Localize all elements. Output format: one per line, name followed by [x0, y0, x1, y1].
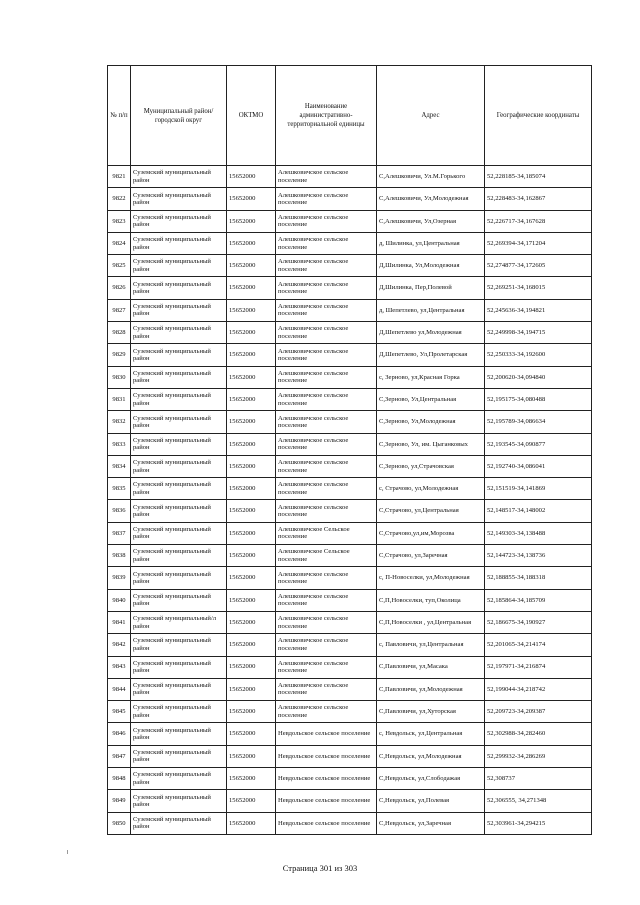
cell-oktmo: 15652000: [227, 188, 276, 210]
table-row: [108, 522, 592, 544]
cell-territorial-unit: Алешковичское сельское поселение: [276, 611, 377, 633]
cell-municipality: Суземский муниципальный район: [131, 768, 227, 790]
cell-num: 9827: [108, 299, 131, 321]
cell-oktmo: 15652000: [227, 567, 276, 589]
table-row: [108, 678, 592, 700]
cell-num: 9829: [108, 344, 131, 366]
cell-num: 9841: [108, 611, 131, 633]
table-row: [108, 210, 592, 232]
cell-address: Д,Шепетлево, Ул,Пролетарская: [377, 344, 485, 366]
cell-territorial-unit: Алешковичское Сельское поселение: [276, 522, 377, 544]
table-row: [108, 634, 592, 656]
cell-oktmo: 15652000: [227, 701, 276, 723]
cell-address: с, Невдольск, ул,Центральная: [377, 723, 485, 745]
cell-coordinates: 52,195175-34,080488: [485, 388, 592, 410]
cell-territorial-unit: Невдольское сельское поселение: [276, 768, 377, 790]
cell-oktmo: 15652000: [227, 678, 276, 700]
cell-territorial-unit: Алешковичское сельское поселение: [276, 322, 377, 344]
table-row: [108, 344, 592, 366]
cell-coordinates: 52,188855-34,188318: [485, 567, 592, 589]
cell-num: 9831: [108, 388, 131, 410]
cell-num: 9847: [108, 745, 131, 767]
cell-territorial-unit: Алешковичское сельское поселение: [276, 166, 377, 188]
cell-municipality: Суземский муниципальный район: [131, 567, 227, 589]
header-row: [108, 66, 592, 166]
cell-territorial-unit: Невдольское сельское поселение: [276, 723, 377, 745]
cell-address: С,Алешковичи, Ул,Озерная: [377, 210, 485, 232]
cell-municipality: Суземский муниципальный район: [131, 745, 227, 767]
cell-municipality: Суземский муниципальный район: [131, 545, 227, 567]
cell-address: С,Невдольск, ул,Слободажая: [377, 768, 485, 790]
cell-municipality: Суземский муниципальный район: [131, 790, 227, 812]
cell-num: 9834: [108, 455, 131, 477]
cell-num: 9839: [108, 567, 131, 589]
cell-oktmo: 15652000: [227, 478, 276, 500]
cell-territorial-unit: Алешковичское сельское поселение: [276, 634, 377, 656]
cell-oktmo: 15652000: [227, 166, 276, 188]
table-row: [108, 277, 592, 299]
cell-address: С,Страчово,ул,им,Морозва: [377, 522, 485, 544]
table-row: [108, 790, 592, 812]
table-row: [108, 232, 592, 254]
cell-oktmo: 15652000: [227, 634, 276, 656]
cell-territorial-unit: Алешковичское сельское поселение: [276, 188, 377, 210]
cell-address: с, П-Новоселки, ул,Молодежная: [377, 567, 485, 589]
cell-coordinates: 52,200620-34,094840: [485, 366, 592, 388]
cell-address: С,П,Новоселки, туп,Околица: [377, 589, 485, 611]
cell-address: с, Павловичи, ул,Центральная: [377, 634, 485, 656]
table-row: [108, 478, 592, 500]
cell-num: 9832: [108, 411, 131, 433]
cell-territorial-unit: Алешковичское сельское поселение: [276, 701, 377, 723]
cell-municipality: Суземский муниципальный район: [131, 478, 227, 500]
header-municipality: Муниципальный район/городской округ: [131, 66, 227, 166]
cell-coordinates: 52,209723-34,209387: [485, 701, 592, 723]
header-territorial-unit: Наименование административно-территориальной единицы: [276, 66, 377, 166]
header-num: № п/п: [108, 66, 131, 166]
cell-num: 9843: [108, 656, 131, 678]
cell-num: 9844: [108, 678, 131, 700]
cell-address: д, Шепетлево, ул,Центральная: [377, 299, 485, 321]
cell-coordinates: 52,149303-34,138488: [485, 522, 592, 544]
cell-municipality: Суземский муниципальный район: [131, 701, 227, 723]
table-row: [108, 322, 592, 344]
cell-territorial-unit: Невдольское сельское поселение: [276, 745, 377, 767]
table-row: [108, 411, 592, 433]
address-table: [107, 65, 592, 835]
cell-oktmo: 15652000: [227, 411, 276, 433]
cell-num: 9848: [108, 768, 131, 790]
cell-territorial-unit: Алешковичское сельское поселение: [276, 388, 377, 410]
table-row: [108, 567, 592, 589]
cell-coordinates: 52,250333-34,192600: [485, 344, 592, 366]
cell-coordinates: 52,201065-34,214174: [485, 634, 592, 656]
cell-num: 9845: [108, 701, 131, 723]
cell-municipality: Суземский муниципальный район: [131, 232, 227, 254]
cell-address: С,Павловичи, ул,Хуторская: [377, 701, 485, 723]
cell-coordinates: 52,274877-34,172605: [485, 255, 592, 277]
cell-territorial-unit: Алешковичское Сельское поселение: [276, 545, 377, 567]
cell-territorial-unit: Алешковичское сельское поселение: [276, 567, 377, 589]
scan-artifact: [67, 850, 68, 854]
table-row: [108, 166, 592, 188]
cell-municipality: Суземский муниципальный район: [131, 322, 227, 344]
cell-coordinates: 52,299932-34,286269: [485, 745, 592, 767]
cell-address: С,Алешковичи, Ул.М.Горького: [377, 166, 485, 188]
cell-oktmo: 15652000: [227, 255, 276, 277]
cell-oktmo: 15652000: [227, 589, 276, 611]
table-row: [108, 388, 592, 410]
cell-oktmo: 15652000: [227, 388, 276, 410]
cell-territorial-unit: Алешковичское сельское поселение: [276, 210, 377, 232]
table-header: [108, 66, 592, 166]
cell-coordinates: 52,226717-34,167628: [485, 210, 592, 232]
cell-territorial-unit: Алешковичское сельское поселение: [276, 366, 377, 388]
cell-coordinates: 52,249998-34,194715: [485, 322, 592, 344]
cell-oktmo: 15652000: [227, 210, 276, 232]
cell-num: 9842: [108, 634, 131, 656]
cell-num: 9823: [108, 210, 131, 232]
cell-oktmo: 15652000: [227, 745, 276, 767]
cell-oktmo: 15652000: [227, 723, 276, 745]
cell-num: 9837: [108, 522, 131, 544]
cell-oktmo: 15652000: [227, 455, 276, 477]
cell-municipality: Суземский муниципальный район: [131, 255, 227, 277]
cell-oktmo: 15652000: [227, 812, 276, 834]
cell-municipality: Суземский муниципальный район: [131, 277, 227, 299]
cell-num: 9822: [108, 188, 131, 210]
cell-oktmo: 15652000: [227, 522, 276, 544]
cell-territorial-unit: Алешковичское сельское поселение: [276, 656, 377, 678]
table-row: [108, 745, 592, 767]
cell-territorial-unit: Невдольское сельское поселение: [276, 790, 377, 812]
table-row: [108, 701, 592, 723]
cell-territorial-unit: Алешковичское сельское поселение: [276, 589, 377, 611]
cell-oktmo: 15652000: [227, 366, 276, 388]
cell-num: 9840: [108, 589, 131, 611]
table-row: [108, 589, 592, 611]
cell-address: С,Зерново, ул,Страчовская: [377, 455, 485, 477]
table-row: [108, 255, 592, 277]
cell-municipality: Суземский муниципальный район: [131, 411, 227, 433]
cell-municipality: Суземский муниципальный район: [131, 344, 227, 366]
cell-coordinates: 52,269394-34,171204: [485, 232, 592, 254]
cell-oktmo: 15652000: [227, 656, 276, 678]
cell-municipality: Суземский муниципальный район: [131, 366, 227, 388]
cell-oktmo: 15652000: [227, 299, 276, 321]
cell-coordinates: 52,303961-34,294215: [485, 812, 592, 834]
cell-territorial-unit: Алешковичское сельское поселение: [276, 478, 377, 500]
header-coordinates: Географические координаты: [485, 66, 592, 166]
cell-municipality: Суземский муниципальный район: [131, 656, 227, 678]
cell-address: С,Страчово, ул,Центральная: [377, 500, 485, 522]
cell-address: Д,Шилинка, Ул,Молодежная: [377, 255, 485, 277]
cell-num: 9821: [108, 166, 131, 188]
table-row: [108, 656, 592, 678]
cell-municipality: Суземский муниципальный район: [131, 433, 227, 455]
cell-municipality: Суземский муниципальный район: [131, 723, 227, 745]
cell-territorial-unit: Алешковичское сельское поселение: [276, 500, 377, 522]
cell-num: 9833: [108, 433, 131, 455]
cell-address: С,Алешковичи, Ул,Молодежная: [377, 188, 485, 210]
cell-municipality: Суземский муниципальный район: [131, 522, 227, 544]
cell-num: 9835: [108, 478, 131, 500]
cell-oktmo: 15652000: [227, 790, 276, 812]
cell-municipality: Суземский муниципальный/л район: [131, 611, 227, 633]
cell-address: С,Зерново, Ул,Молодежная: [377, 411, 485, 433]
cell-address: С,Зерново, Ул,Центральная: [377, 388, 485, 410]
cell-municipality: Суземский муниципальный район: [131, 678, 227, 700]
cell-territorial-unit: Алешковичское сельское поселение: [276, 678, 377, 700]
table-row: [108, 366, 592, 388]
cell-coordinates: 52,186675-34,190927: [485, 611, 592, 633]
cell-address: Д,Шепетлево ул,Молодежная: [377, 322, 485, 344]
cell-territorial-unit: Алешковичское сельское поселение: [276, 411, 377, 433]
cell-coordinates: 52,269251-34,168015: [485, 277, 592, 299]
cell-municipality: Суземский муниципальный район: [131, 299, 227, 321]
cell-address: С,Невдольск, ул,Заречная: [377, 812, 485, 834]
cell-num: 9825: [108, 255, 131, 277]
cell-address: С,Страчово, ул,Заречная: [377, 545, 485, 567]
cell-address: с, Страчово, ул,Молодежная: [377, 478, 485, 500]
cell-address: С,Павловичи, ул,Масака: [377, 656, 485, 678]
cell-num: 9838: [108, 545, 131, 567]
cell-oktmo: 15652000: [227, 232, 276, 254]
cell-territorial-unit: Алешковичское сельское поселение: [276, 255, 377, 277]
cell-municipality: Суземский муниципальный район: [131, 166, 227, 188]
cell-municipality: Суземский муниципальный район: [131, 188, 227, 210]
cell-municipality: Суземский муниципальный район: [131, 812, 227, 834]
table-row: [108, 545, 592, 567]
cell-coordinates: 52,193545-34,090877: [485, 433, 592, 455]
cell-address: С,Невдольск, ул,Молодежная: [377, 745, 485, 767]
cell-num: 9826: [108, 277, 131, 299]
table-row: [108, 768, 592, 790]
cell-municipality: Суземский муниципальный район: [131, 210, 227, 232]
cell-address: С,П,Новоселки , ул,Центральная: [377, 611, 485, 633]
table-row: [108, 611, 592, 633]
cell-address: С,Невдольск, ул,Полевая: [377, 790, 485, 812]
cell-municipality: Суземский муниципальный район: [131, 589, 227, 611]
cell-oktmo: 15652000: [227, 545, 276, 567]
cell-oktmo: 15652000: [227, 611, 276, 633]
cell-coordinates: 52,197971-34,216874: [485, 656, 592, 678]
table-row: [108, 188, 592, 210]
cell-coordinates: 52,151519-34,141869: [485, 478, 592, 500]
cell-territorial-unit: Алешковичское сельское поселение: [276, 277, 377, 299]
cell-territorial-unit: Алешковичское сельское поселение: [276, 433, 377, 455]
cell-coordinates: 52,185864-34,185709: [485, 589, 592, 611]
cell-oktmo: 15652000: [227, 433, 276, 455]
cell-coordinates: 52,228185-34,185074: [485, 166, 592, 188]
cell-oktmo: 15652000: [227, 277, 276, 299]
cell-coordinates: 52,308737: [485, 768, 592, 790]
cell-coordinates: 52,144723-34,138736: [485, 545, 592, 567]
cell-coordinates: 52,302988-34,282460: [485, 723, 592, 745]
cell-oktmo: 15652000: [227, 768, 276, 790]
cell-num: 9824: [108, 232, 131, 254]
cell-num: 9836: [108, 500, 131, 522]
cell-territorial-unit: Невдольское сельское поселение: [276, 812, 377, 834]
table-row: [108, 299, 592, 321]
cell-address: Д,Шилинка, Пер,Полевой: [377, 277, 485, 299]
cell-address: с, Зерново, ул,Красная Горка: [377, 366, 485, 388]
header-address: Адрес: [377, 66, 485, 166]
cell-territorial-unit: Алешковичское сельское поселение: [276, 299, 377, 321]
table-row: [108, 500, 592, 522]
cell-territorial-unit: Алешковичское сельское поселение: [276, 455, 377, 477]
cell-coordinates: 52,199044-34,218742: [485, 678, 592, 700]
cell-address: С,Зерново, Ул, им. Цыганковых: [377, 433, 485, 455]
cell-oktmo: 15652000: [227, 500, 276, 522]
table-body: [108, 166, 592, 835]
cell-num: 9850: [108, 812, 131, 834]
cell-address: С,Павловичи, ул,Молодежная: [377, 678, 485, 700]
cell-municipality: Суземский муниципальный район: [131, 500, 227, 522]
cell-num: 9846: [108, 723, 131, 745]
table-row: [108, 433, 592, 455]
cell-municipality: Суземский муниципальный район: [131, 388, 227, 410]
cell-address: д, Шилинка, ул,Центральная: [377, 232, 485, 254]
cell-oktmo: 15652000: [227, 322, 276, 344]
cell-municipality: Суземский муниципальный район: [131, 634, 227, 656]
table-row: [108, 455, 592, 477]
cell-coordinates: 52,306555, 34,271348: [485, 790, 592, 812]
table-row: [108, 812, 592, 834]
cell-coordinates: 52,245636-34,194821: [485, 299, 592, 321]
cell-territorial-unit: Алешковичское сельское поселение: [276, 232, 377, 254]
table-row: [108, 723, 592, 745]
cell-coordinates: 52,192740-34,086041: [485, 455, 592, 477]
page-number: Страница 301 из 303: [282, 863, 358, 873]
cell-coordinates: 52,148517-34,148002: [485, 500, 592, 522]
cell-coordinates: 52,228483-34,162867: [485, 188, 592, 210]
cell-num: 9828: [108, 322, 131, 344]
cell-num: 9830: [108, 366, 131, 388]
header-oktmo: ОКТМО: [227, 66, 276, 166]
cell-coordinates: 52,195789-34,086634: [485, 411, 592, 433]
cell-oktmo: 15652000: [227, 344, 276, 366]
cell-municipality: Суземский муниципальный район: [131, 455, 227, 477]
cell-territorial-unit: Алешковичское сельское поселение: [276, 344, 377, 366]
cell-num: 9849: [108, 790, 131, 812]
